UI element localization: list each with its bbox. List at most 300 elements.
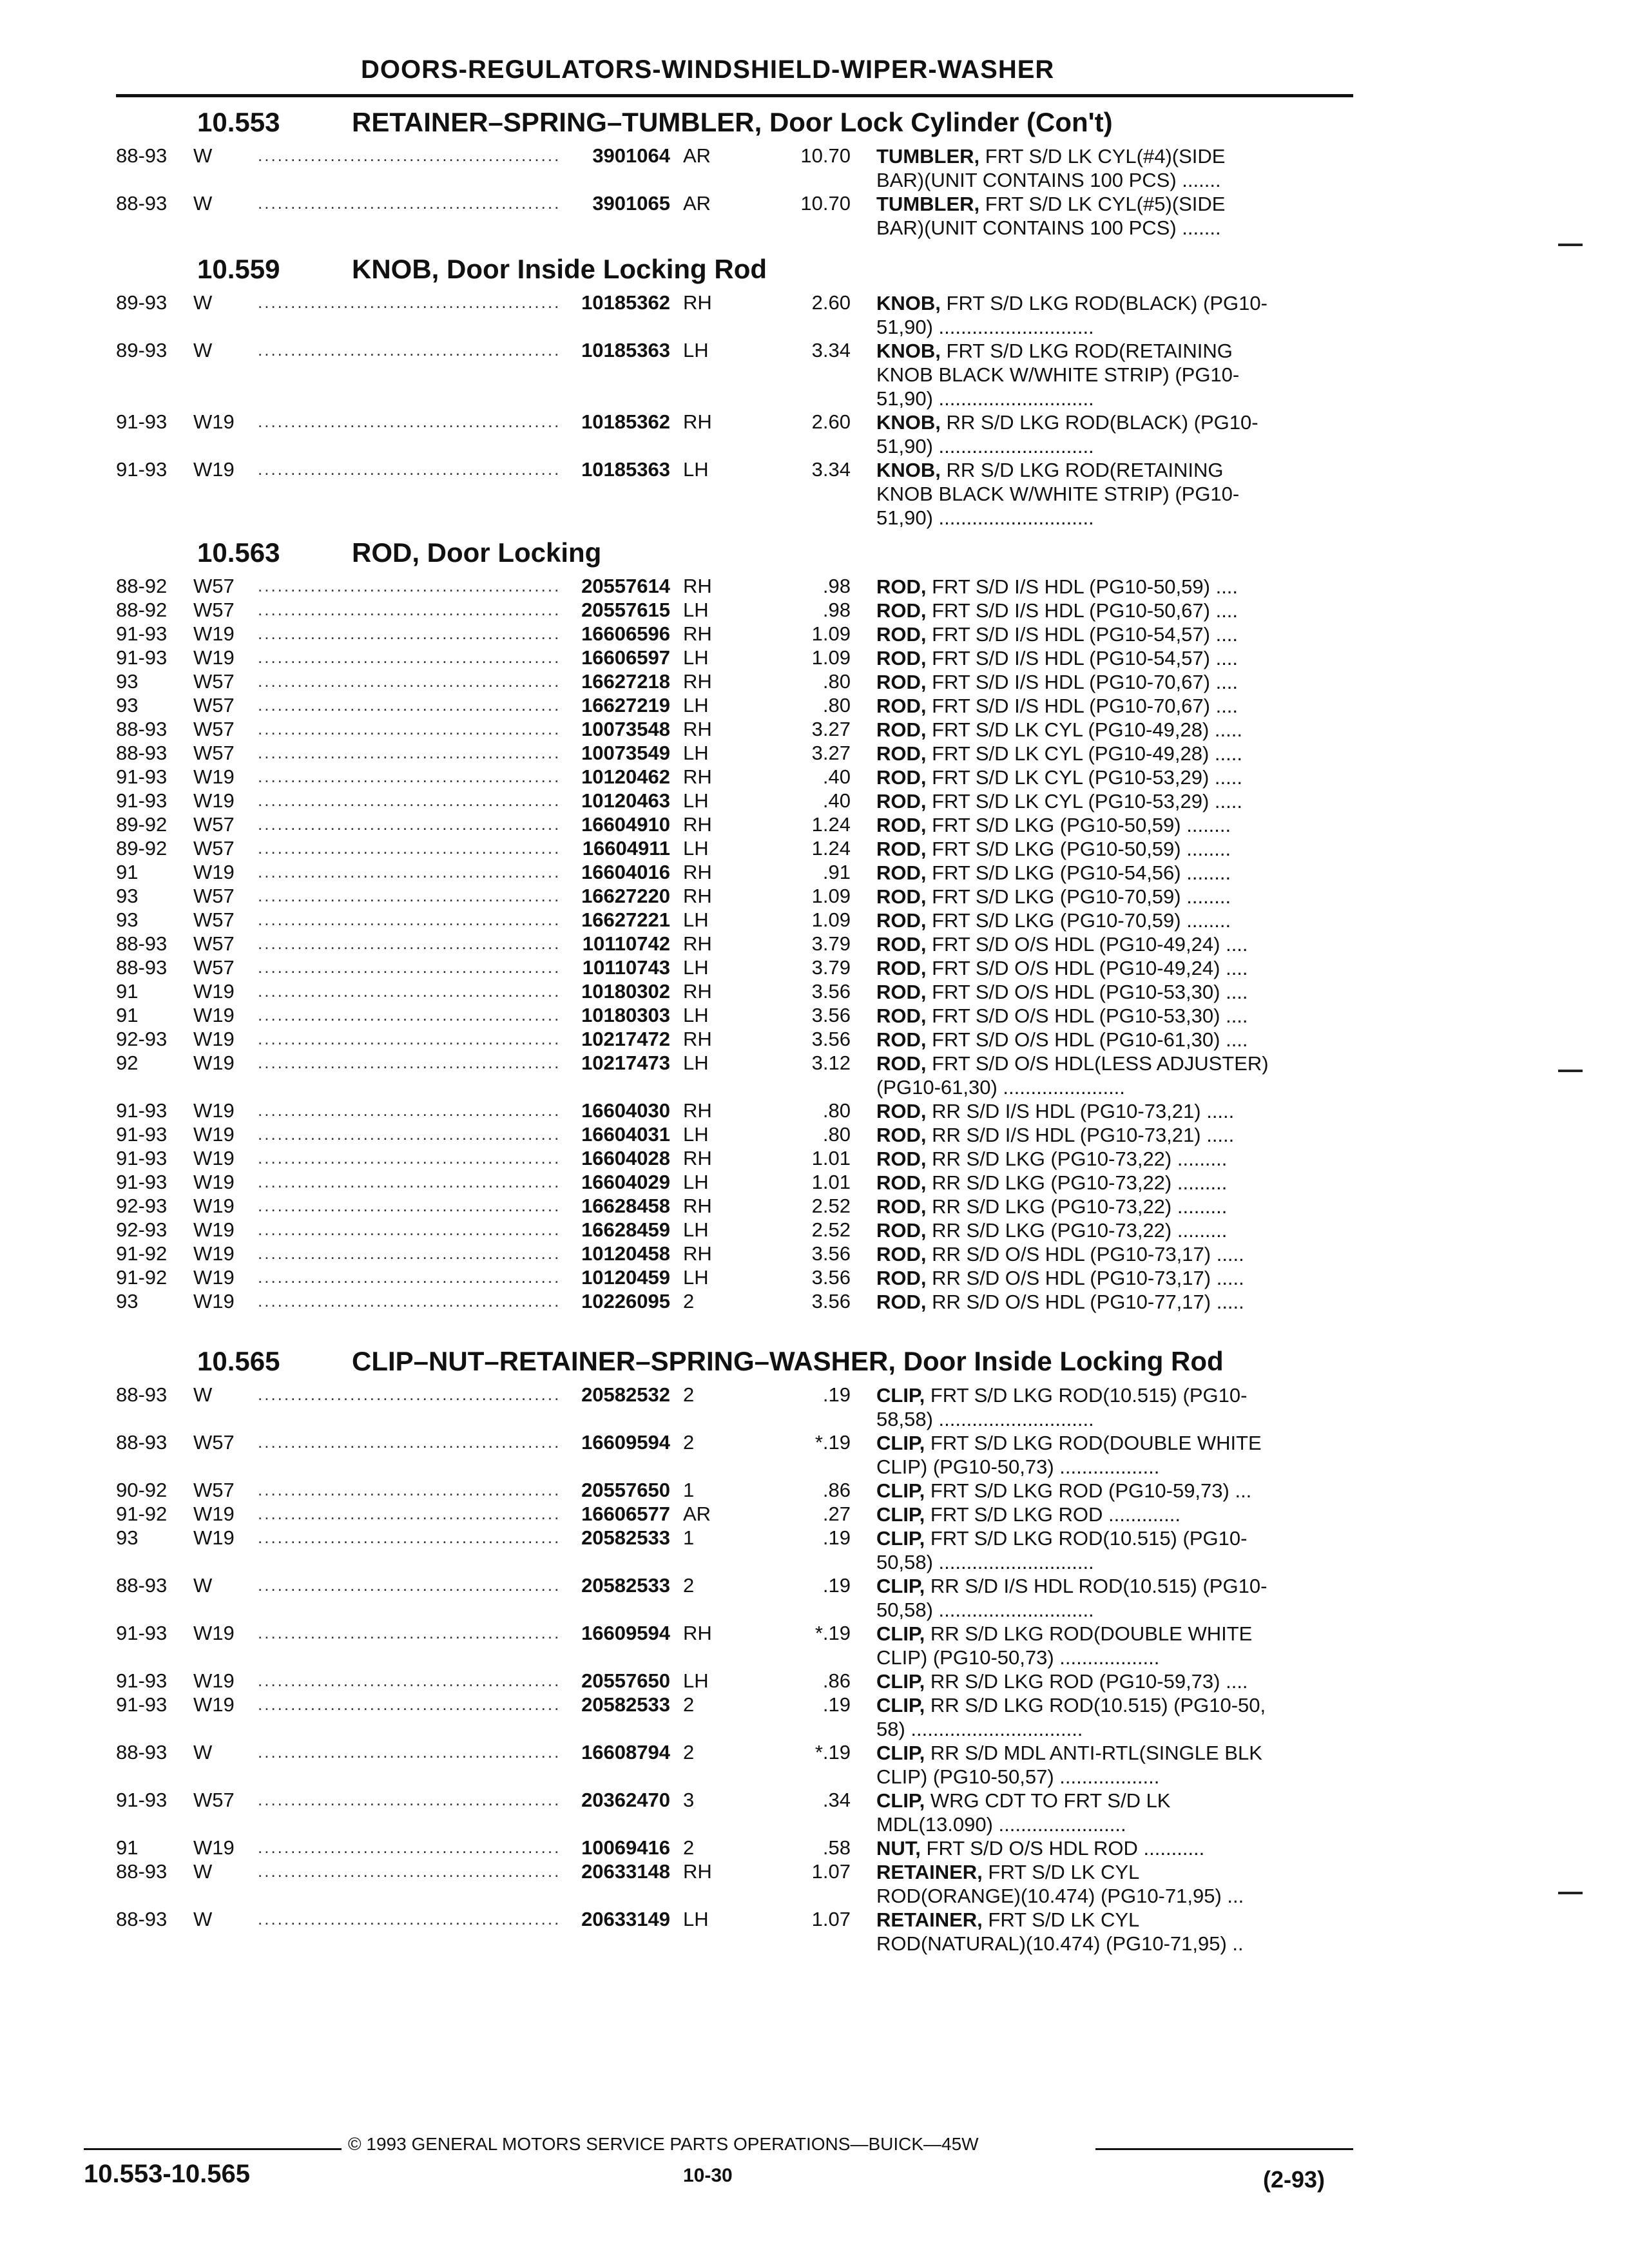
quantity: RH [683, 861, 712, 883]
quantity: AR [683, 1503, 711, 1525]
part-detail: FRT S/D LKG ROD(10.515) (PG10- 50,58) ............................ [876, 1527, 1248, 1573]
part-number: 16628458 [581, 1195, 670, 1217]
part-description [876, 670, 1340, 694]
margin-mark [1558, 1892, 1583, 1894]
part-number: 10180302 [581, 980, 670, 1003]
part-detail: FRT S/D LKG (PG10-54,56) ........ [926, 861, 1231, 884]
model-years: 88-93 [116, 1383, 168, 1406]
part-row [0, 291, 1629, 339]
leader-dots: .............................................. [258, 293, 561, 312]
part-description [876, 1789, 1340, 1836]
part-description [876, 458, 1340, 530]
part-description [876, 1028, 1340, 1052]
price: .98 [822, 599, 851, 621]
quantity: LH [683, 339, 709, 361]
section-title: ROD, Door Locking [352, 537, 602, 568]
part-detail: FRT S/D LKG ROD(10.515) (PG10- 58,58) ............................ [876, 1384, 1248, 1430]
part-number: 20582533 [581, 1574, 670, 1597]
model-years: 91-93 [116, 1171, 168, 1193]
model-years: 93 [116, 908, 139, 931]
leader-dots: .............................................. [258, 862, 561, 881]
part-number: 10185363 [581, 339, 670, 361]
part-number: 10120459 [581, 1266, 670, 1289]
part-detail: FRT S/D LKG (PG10-50,59) ........ [926, 814, 1231, 836]
part-detail: FRT S/D I/S HDL (PG10-70,67) .... [926, 695, 1239, 717]
price: *.19 [815, 1622, 851, 1644]
part-name: TUMBLER, [876, 145, 980, 168]
part-number: 10110742 [582, 932, 670, 955]
part-description [876, 1099, 1340, 1123]
part-number: 16609594 [581, 1431, 670, 1454]
part-detail: FRT S/D O/S HDL (PG10-49,24) .... [926, 933, 1248, 956]
series-code: W57 [193, 837, 235, 860]
price: 1.09 [811, 622, 851, 645]
section-title: KNOB, Door Inside Locking Rod [352, 254, 767, 284]
part-number: 16606577 [581, 1503, 670, 1525]
price: 1.01 [811, 1147, 851, 1169]
part-row [0, 1171, 1629, 1195]
model-years: 89-92 [116, 837, 168, 860]
part-detail: RR S/D I/S HDL ROD(10.515) (PG10- 50,58) ............................ [876, 1575, 1268, 1621]
part-description [876, 718, 1340, 742]
part-name: ROD, [876, 623, 927, 646]
leader-dots: .............................................. [258, 1196, 561, 1215]
price: .40 [822, 765, 851, 788]
price: 2.52 [811, 1195, 851, 1217]
part-row [0, 1789, 1629, 1836]
part-description [876, 885, 1340, 908]
part-row [0, 1693, 1629, 1741]
leader-dots: .............................................. [258, 1148, 561, 1168]
model-years: 91 [116, 1004, 139, 1026]
model-years: 88-93 [116, 956, 168, 979]
series-code: W19 [193, 765, 235, 788]
part-name: ROD, [876, 718, 927, 741]
series-code: W [193, 1860, 213, 1883]
part-name: ROD, [876, 933, 927, 956]
part-number: 16604016 [581, 861, 670, 883]
part-detail: FRT S/D LK CYL (PG10-53,29) ..... [926, 790, 1242, 812]
series-code: W19 [193, 1266, 235, 1289]
part-number: 20557615 [581, 599, 670, 621]
leader-dots: .............................................. [258, 743, 561, 762]
leader-dots: .............................................. [258, 910, 561, 929]
part-description [876, 1218, 1340, 1242]
part-name: KNOB, [876, 459, 941, 481]
part-number: 16627219 [581, 694, 670, 716]
part-number: 16606596 [581, 622, 670, 645]
part-number: 20582532 [581, 1383, 670, 1406]
part-row [0, 458, 1629, 530]
part-detail: RR S/D MDL ANTI-RTL(SINGLE BLK CLIP) (PG10-50,57) .................. [876, 1742, 1262, 1788]
price: 3.56 [811, 980, 851, 1003]
part-description [876, 1431, 1340, 1479]
series-code: W19 [193, 1242, 235, 1265]
footer-page-number: 10-30 [683, 2165, 733, 2186]
series-code: W19 [193, 1836, 235, 1859]
model-years: 88-92 [116, 599, 168, 621]
series-code: W19 [193, 789, 235, 812]
part-row [0, 908, 1629, 932]
part-name: ROD, [876, 1124, 927, 1146]
part-detail: FRT S/D LK CYL (PG10-49,28) ..... [926, 718, 1242, 741]
part-detail: FRT S/D LK CYL ROD(ORANGE)(10.474) (PG10-71,95) ... [876, 1861, 1244, 1907]
model-years: 91 [116, 980, 139, 1003]
section-number: 10.553 [197, 107, 280, 137]
part-row [0, 885, 1629, 908]
part-number: 20557614 [581, 575, 670, 597]
quantity: LH [683, 1669, 709, 1692]
price: 3.34 [811, 339, 851, 361]
part-number: 10180303 [581, 1004, 670, 1026]
leader-dots: .............................................. [258, 146, 561, 165]
part-description [876, 646, 1340, 670]
part-description [876, 192, 1340, 240]
leader-dots: .............................................. [258, 1528, 561, 1547]
model-years: 91-93 [116, 1789, 168, 1811]
leader-dots: .............................................. [258, 1695, 561, 1714]
leader-dots: .............................................. [258, 1575, 561, 1595]
part-number: 10120463 [581, 789, 670, 812]
model-years: 88-93 [116, 1431, 168, 1454]
leader-dots: .............................................. [258, 1220, 561, 1239]
leader-dots: .............................................. [258, 1385, 561, 1404]
price: 1.07 [811, 1860, 851, 1883]
part-description [876, 813, 1340, 837]
model-years: 91-93 [116, 1693, 168, 1716]
price: .80 [822, 1099, 851, 1122]
part-detail: RR S/D O/S HDL (PG10-77,17) ..... [926, 1291, 1244, 1313]
price: 3.56 [811, 1242, 851, 1265]
part-detail: FRT S/D LKG ROD(RETAINING KNOB BLACK W/WHITE STRIP) (PG10- 51,90) ............................ [876, 340, 1240, 410]
part-name: ROD, [876, 1243, 927, 1265]
part-detail: RR S/D LKG (PG10-73,22) ......... [926, 1171, 1228, 1194]
part-description [876, 837, 1340, 861]
price: 3.27 [811, 718, 851, 740]
section-10-553 [0, 104, 1629, 240]
part-detail: RR S/D I/S HDL (PG10-73,21) ..... [926, 1100, 1235, 1122]
leader-dots: .............................................. [258, 1124, 561, 1144]
part-row [0, 410, 1629, 458]
part-detail: RR S/D LKG ROD(BLACK) (PG10- 51,90) ............................ [876, 411, 1258, 457]
part-number: 3901065 [592, 192, 670, 215]
part-row [0, 1290, 1629, 1314]
quantity: LH [683, 1171, 709, 1193]
part-row [0, 765, 1629, 789]
quantity: LH [683, 694, 709, 716]
section-10-565 [0, 1343, 1629, 1956]
part-description [876, 1147, 1340, 1171]
price: .80 [822, 694, 851, 716]
quantity: 2 [683, 1290, 695, 1312]
leader-dots: .............................................. [258, 791, 561, 810]
part-name: ROD, [876, 1291, 927, 1313]
quantity: LH [683, 742, 709, 764]
part-row [0, 646, 1629, 670]
quantity: RH [683, 980, 712, 1003]
model-years: 91-93 [116, 789, 168, 812]
model-years: 91-92 [116, 1242, 168, 1265]
part-number: 16609594 [581, 1622, 670, 1644]
quantity: RH [683, 813, 712, 836]
part-name: ROD, [876, 575, 927, 598]
part-name: ROD, [876, 885, 927, 908]
series-code: W [193, 1383, 213, 1406]
part-number: 20362470 [581, 1789, 670, 1811]
part-row [0, 1503, 1629, 1526]
series-code: W19 [193, 1171, 235, 1193]
quantity: LH [683, 1266, 709, 1289]
price: .27 [822, 1503, 851, 1525]
part-name: KNOB, [876, 411, 941, 434]
quantity: LH [683, 908, 709, 931]
price: .19 [822, 1574, 851, 1597]
part-description [876, 1574, 1340, 1622]
part-name: ROD, [876, 647, 927, 669]
quantity: AR [683, 144, 711, 167]
part-description [876, 410, 1340, 458]
footer-section-range: 10.553-10.565 [84, 2160, 251, 2188]
quantity: 1 [683, 1479, 695, 1501]
part-name: ROD, [876, 957, 927, 979]
quantity: 2 [683, 1574, 695, 1597]
leader-dots: .............................................. [258, 1053, 561, 1072]
section-number: 10.563 [197, 537, 280, 568]
quantity: RH [683, 885, 712, 907]
part-name: RETAINER, [876, 1861, 983, 1883]
part-detail: FRT S/D LK CYL (PG10-49,28) ..... [926, 742, 1242, 765]
part-number: 20633149 [581, 1908, 670, 1930]
model-years: 91-92 [116, 1503, 168, 1525]
series-code: W19 [193, 1693, 235, 1716]
part-detail: FRT S/D O/S HDL (PG10-53,30) .... [926, 1004, 1248, 1027]
part-detail: FRT S/D O/S HDL (PG10-49,24) .... [926, 957, 1248, 979]
leader-dots: .............................................. [258, 981, 561, 1001]
part-description [876, 789, 1340, 813]
series-code: W [193, 144, 213, 167]
part-name: CLIP, [876, 1742, 925, 1764]
leader-dots: .............................................. [258, 1172, 561, 1191]
part-number: 16604030 [581, 1099, 670, 1122]
section-10-559 [0, 251, 1629, 530]
part-detail: FRT S/D LKG ROD(DOUBLE WHITE CLIP) (PG10-50,73) .................. [876, 1432, 1262, 1478]
series-code: W19 [193, 1052, 235, 1074]
model-years: 93 [116, 670, 139, 693]
price: 1.24 [811, 837, 851, 860]
part-number: 10069416 [581, 1836, 670, 1859]
price: 2.60 [811, 291, 851, 314]
part-name: CLIP, [876, 1789, 925, 1812]
part-row [0, 1052, 1629, 1099]
model-years: 93 [116, 885, 139, 907]
model-years: 92-93 [116, 1218, 168, 1241]
part-name: CLIP, [876, 1694, 925, 1716]
leader-dots: .............................................. [258, 1480, 561, 1499]
series-code: W [193, 291, 213, 314]
model-years: 91-92 [116, 1266, 168, 1289]
part-detail: RR S/D LKG ROD(DOUBLE WHITE CLIP) (PG10-50,73) .................. [876, 1622, 1253, 1669]
section-number: 10.565 [197, 1346, 280, 1376]
part-name: KNOB, [876, 292, 941, 314]
part-name: ROD, [876, 790, 927, 812]
series-code: W [193, 1908, 213, 1930]
series-code: W19 [193, 1669, 235, 1692]
leader-dots: .............................................. [258, 1100, 561, 1120]
model-years: 91-93 [116, 646, 168, 669]
part-detail: RR S/D LKG ROD(10.515) (PG10-50, 58) ............................... [876, 1694, 1266, 1740]
price: 1.09 [811, 885, 851, 907]
part-name: CLIP, [876, 1575, 925, 1597]
part-detail: FRT S/D LKG ROD ............. [925, 1503, 1181, 1526]
series-code: W57 [193, 1431, 235, 1454]
price: .80 [822, 670, 851, 693]
part-name: CLIP, [876, 1432, 925, 1454]
part-description [876, 861, 1340, 885]
model-years: 91-93 [116, 622, 168, 645]
part-number: 16604031 [581, 1123, 670, 1146]
part-row [0, 1836, 1629, 1860]
part-name: ROD, [876, 1267, 927, 1289]
part-row [0, 1908, 1629, 1956]
quantity: LH [683, 458, 709, 481]
quantity: RH [683, 1242, 712, 1265]
series-code: W19 [193, 622, 235, 645]
model-years: 93 [116, 694, 139, 716]
part-description [876, 1622, 1340, 1669]
part-name: ROD, [876, 766, 927, 789]
part-row [0, 932, 1629, 956]
quantity: RH [683, 622, 712, 645]
part-description [876, 1669, 1340, 1693]
part-row [0, 718, 1629, 742]
part-description [876, 575, 1340, 599]
part-description [876, 1836, 1340, 1860]
leader-dots: .............................................. [258, 695, 561, 715]
part-description [876, 1860, 1340, 1908]
part-row [0, 1383, 1629, 1431]
model-years: 88-92 [116, 575, 168, 597]
price: .80 [822, 1123, 851, 1146]
model-years: 91-93 [116, 1099, 168, 1122]
model-years: 88-93 [116, 192, 168, 215]
part-description [876, 908, 1340, 932]
part-name: ROD, [876, 1100, 927, 1122]
part-description [876, 339, 1340, 410]
part-detail: FRT S/D LKG (PG10-70,59) ........ [926, 909, 1231, 932]
leader-dots: .............................................. [258, 1790, 561, 1809]
part-detail: FRT S/D I/S HDL (PG10-70,67) .... [926, 671, 1239, 693]
leader-dots: .............................................. [258, 838, 561, 858]
leader-dots: .............................................. [258, 1838, 561, 1857]
price: .98 [822, 575, 851, 597]
price: .86 [822, 1479, 851, 1501]
part-row [0, 1028, 1629, 1052]
part-name: ROD, [876, 861, 927, 884]
part-row [0, 1123, 1629, 1147]
part-description [876, 1908, 1340, 1956]
quantity: RH [683, 1028, 712, 1050]
part-detail: FRT S/D LKG (PG10-70,59) ........ [926, 885, 1231, 908]
part-row [0, 622, 1629, 646]
footer-rule-right [1095, 2148, 1353, 2150]
margin-mark [1558, 1070, 1583, 1072]
section-number: 10.559 [197, 254, 280, 284]
part-name: ROD, [876, 742, 927, 765]
section-header [0, 1343, 1629, 1383]
quantity: 2 [683, 1431, 695, 1454]
part-detail: FRT S/D LKG ROD(BLACK) (PG10- 51,90) ............................ [876, 292, 1268, 338]
series-code: W57 [193, 932, 235, 955]
part-description [876, 599, 1340, 622]
model-years: 88-93 [116, 742, 168, 764]
part-number: 3901064 [592, 144, 670, 167]
part-detail: RR S/D LKG (PG10-73,22) ......... [926, 1195, 1228, 1218]
part-number: 16604029 [581, 1171, 670, 1193]
price: 10.70 [800, 144, 851, 167]
part-detail: FRT S/D O/S HDL (PG10-61,30) .... [926, 1028, 1248, 1051]
quantity: RH [683, 410, 712, 433]
price: 3.79 [811, 932, 851, 955]
series-code: W19 [193, 646, 235, 669]
part-number: 20582533 [581, 1526, 670, 1549]
part-name: CLIP, [876, 1670, 925, 1693]
series-code: W19 [193, 1195, 235, 1217]
part-row [0, 1242, 1629, 1266]
part-name: ROD, [876, 1028, 927, 1051]
part-number: 20557650 [581, 1669, 670, 1692]
part-name: ROD, [876, 671, 927, 693]
quantity: RH [683, 1147, 712, 1169]
model-years: 92-93 [116, 1028, 168, 1050]
part-row [0, 1004, 1629, 1028]
part-number: 10217473 [581, 1052, 670, 1074]
price: 1.09 [811, 908, 851, 931]
leader-dots: .............................................. [258, 957, 561, 977]
section-10-563 [0, 535, 1629, 1314]
part-number: 16604910 [581, 813, 670, 836]
part-name: NUT, [876, 1837, 921, 1860]
series-code: W19 [193, 1147, 235, 1169]
page-title: DOORS-REGULATORS-WINDSHIELD-WIPER-WASHER [361, 55, 1055, 84]
model-years: 91-93 [116, 1622, 168, 1644]
series-code: W57 [193, 670, 235, 693]
leader-dots: .............................................. [258, 412, 561, 431]
part-number: 10073548 [581, 718, 670, 740]
price: .40 [822, 789, 851, 812]
part-name: ROD, [876, 1004, 927, 1027]
part-row [0, 339, 1629, 410]
part-description [876, 144, 1340, 192]
part-number: 16604028 [581, 1147, 670, 1169]
price: .19 [822, 1693, 851, 1716]
part-detail: FRT S/D LKG ROD (PG10-59,73) ... [925, 1479, 1252, 1502]
part-detail: FRT S/D I/S HDL (PG10-50,67) .... [926, 599, 1239, 622]
part-number: 10110743 [582, 956, 670, 979]
model-years: 92-93 [116, 1195, 168, 1217]
part-description [876, 1242, 1340, 1266]
model-years: 91-93 [116, 1147, 168, 1169]
model-years: 91-93 [116, 765, 168, 788]
series-code: W [193, 339, 213, 361]
price: .91 [822, 861, 851, 883]
footer-copyright: © 1993 GENERAL MOTORS SERVICE PARTS OPERATIONS—BUICK—45W [348, 2134, 979, 2154]
series-code: W19 [193, 1028, 235, 1050]
leader-dots: .............................................. [258, 193, 561, 213]
model-years: 88-93 [116, 1741, 168, 1763]
model-years: 88-93 [116, 1908, 168, 1930]
part-description [876, 1479, 1340, 1503]
margin-mark [1558, 244, 1583, 246]
